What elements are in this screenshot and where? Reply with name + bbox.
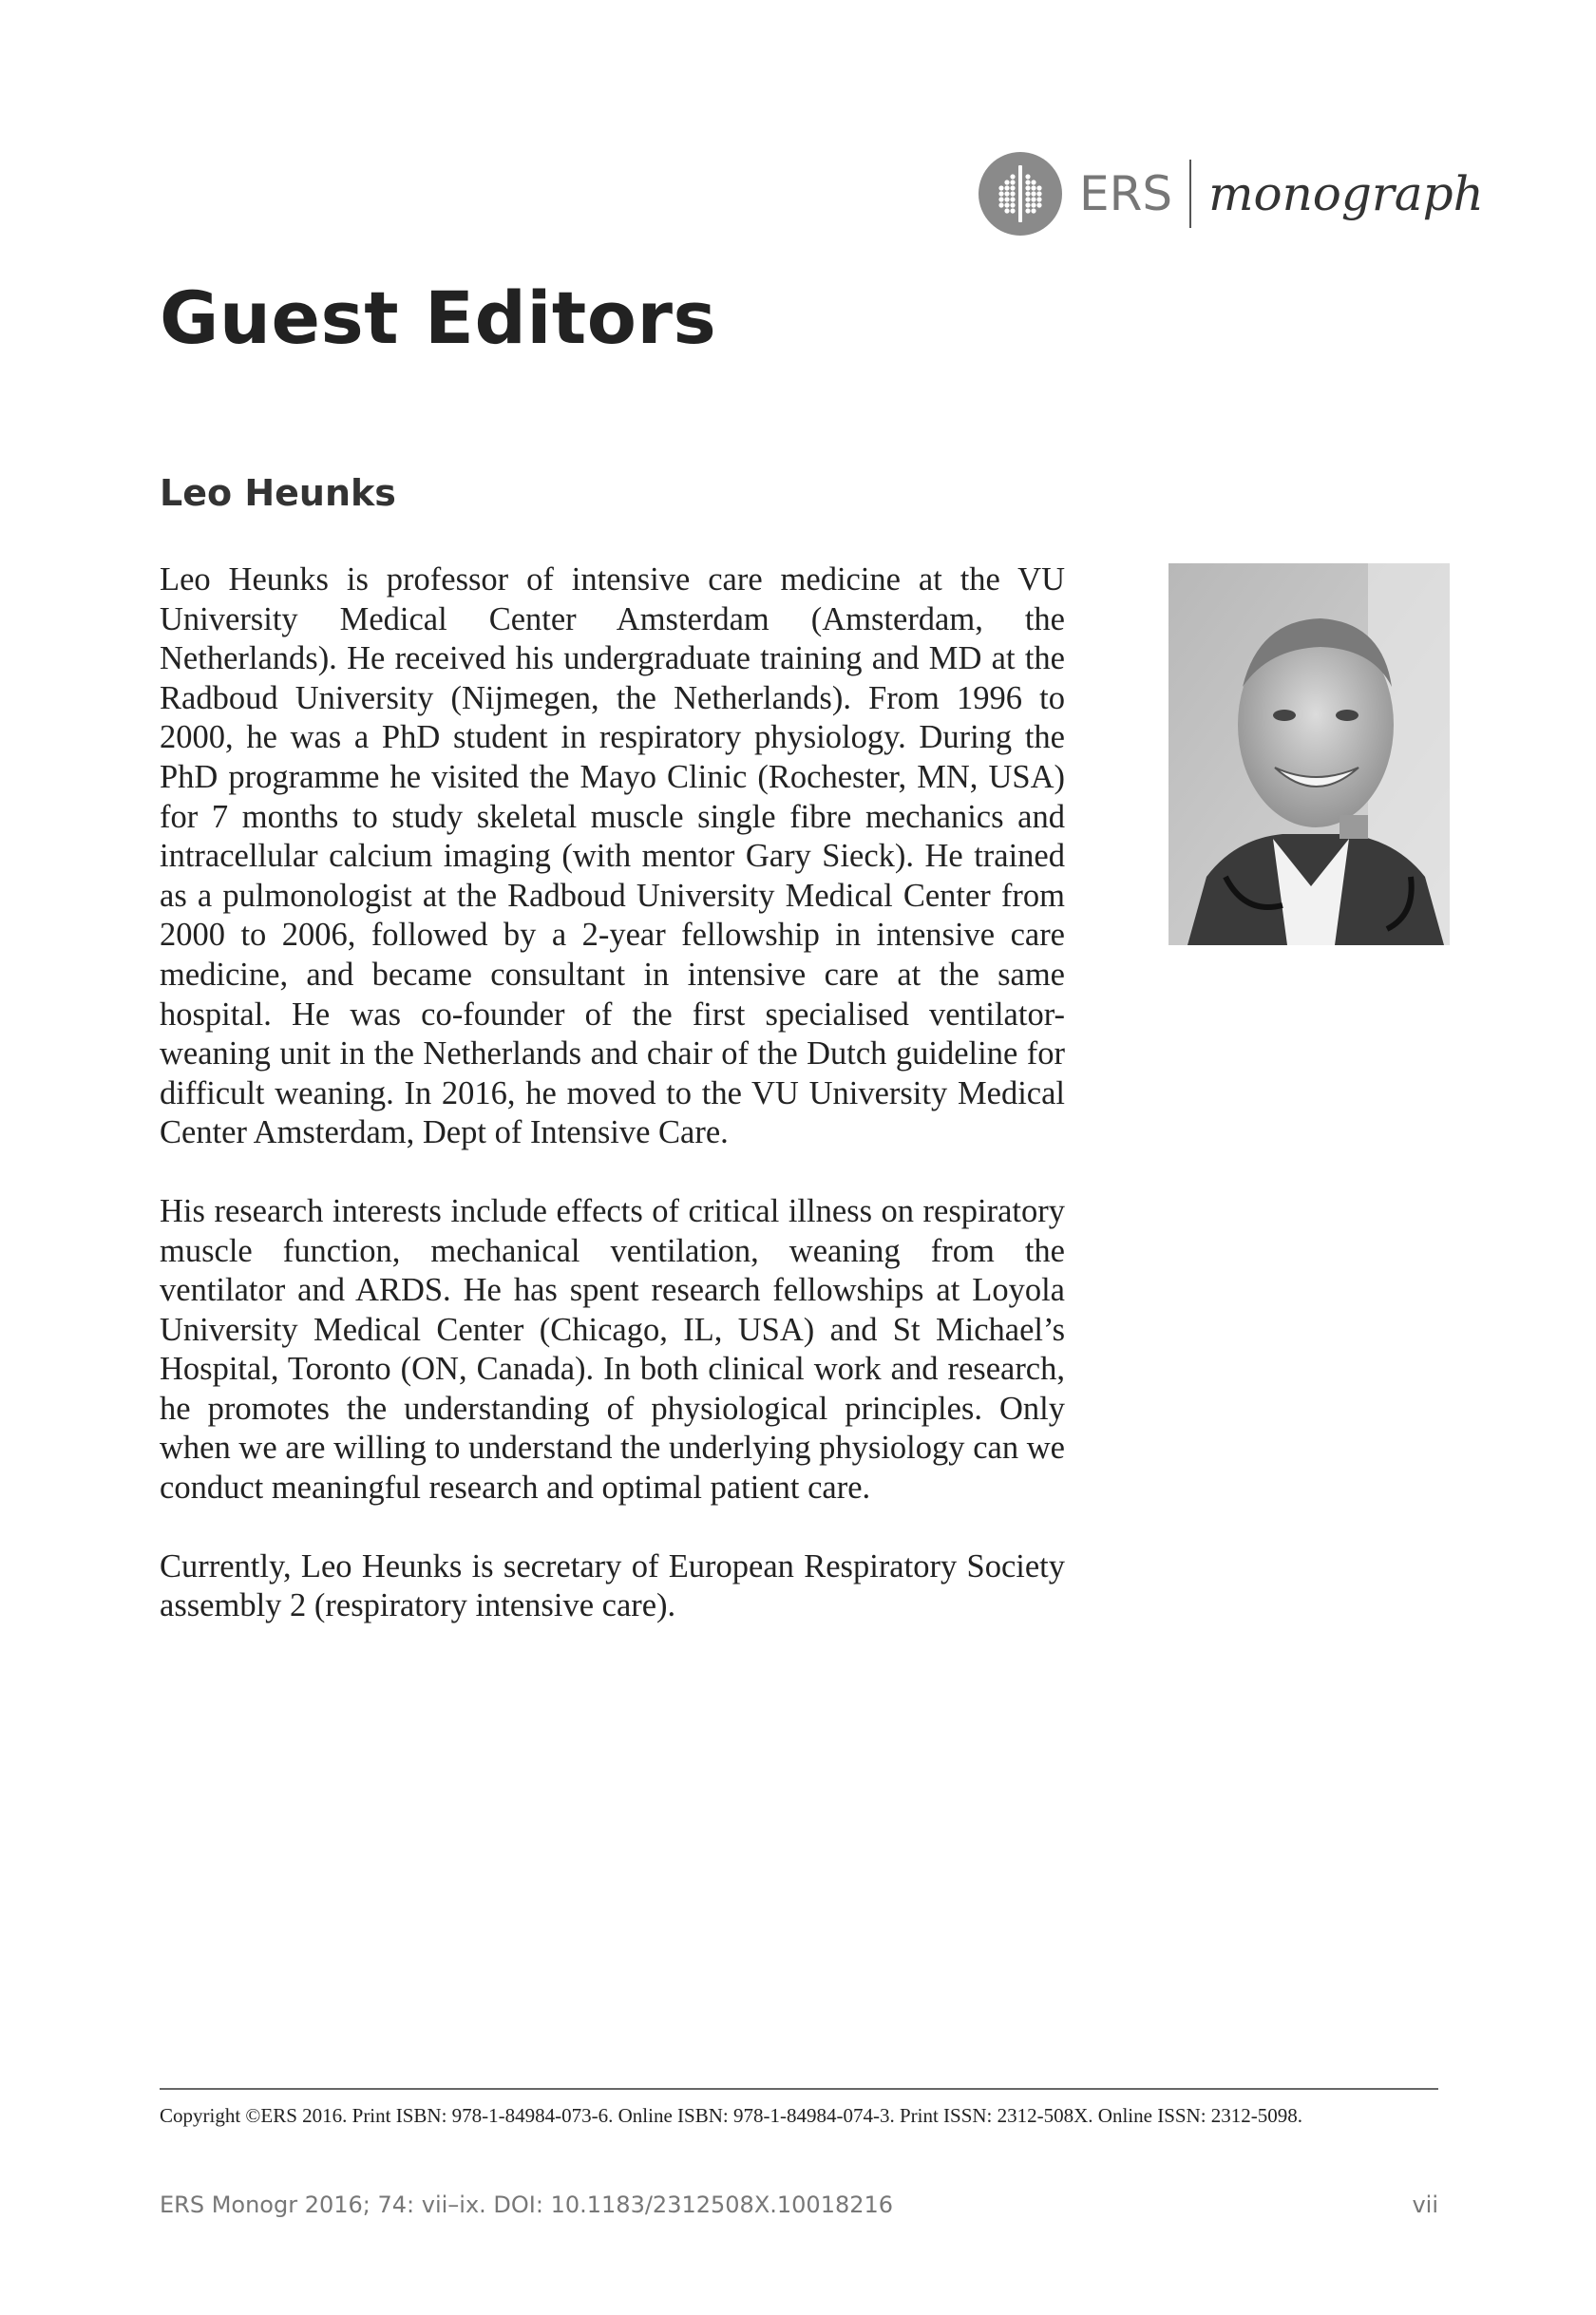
copyright-notice: Copyright ©ERS 2016. Print ISBN: 978-1-84984-073-6. Online ISBN: 978-1-84984-074-3. Print ISSN: 2312-508X. Online ISSN: 2312-5098.	[160, 2104, 1303, 2127]
footer-divider	[160, 2088, 1438, 2090]
logo-brand-text: ERS	[1079, 166, 1173, 221]
editor-biography	[160, 560, 1065, 1665]
logo-product-text: monograph	[1208, 166, 1484, 221]
bio-paragraph-1: Leo Heunks is professor of intensive care medicine at the VU University Medical Center Amsterdam (Amsterdam, the Netherlands). He received his undergraduate training and MD at the Radboud University (Nijmegen, the Netherlands). From 1996 to 2000, he was a PhD student in respiratory physiology. During the PhD programme he visited the Mayo Clinic (Rochester, MN, USA) for 7 months to study skeletal muscle single fibre mechanics and intracellular calcium imaging (with mentor Gary Sieck). He trained as a pulmonologist at the Radboud University Medical Center from 2000 to 2006, followed by a 2-year fellowship in intensive care medicine, and became consultant in intensive care at the same hospital. He was co-founder of the first specialised ventilator-weaning unit in the Netherlands and chair of the Dutch guideline for difficult weaning. In 2016, he moved to the VU University Medical Center Amsterdam, Dept of Intensive Care.	[160, 561, 1065, 1151]
bio-paragraph-2: His research interests include effects of critical illness on respiratory muscle function, mechanical ventilation, weaning from the ventilator and ARDS. He has spent research fellowships at Loyola University Medical Center (Chicago, IL, USA) and St Michael’s Hospital, Toronto (ON, Canada). In both clinical work and research, he promotes the understanding of physiological principles. Only when we are willing to understand the underlying physiology can we conduct meaningful research and optimal patient care.	[160, 1192, 1065, 1507]
bio-paragraph-3: Currently, Leo Heunks is secretary of European Respiratory Society assembly 2 (respiratory intensive care).	[160, 1547, 1065, 1624]
page-title: Guest Editors	[160, 275, 717, 360]
citation-doi: ERS Monogr 2016; 74: vii–ix. DOI: 10.1183/2312508X.10018216	[160, 2192, 894, 2218]
logo-divider	[1189, 160, 1191, 228]
editor-name: Leo Heunks	[160, 472, 396, 514]
page-number: vii	[1412, 2192, 1438, 2218]
ers-monograph-logo	[978, 152, 1484, 236]
ers-lungs-logo-icon	[978, 152, 1062, 236]
editor-portrait-photo	[1168, 563, 1450, 945]
